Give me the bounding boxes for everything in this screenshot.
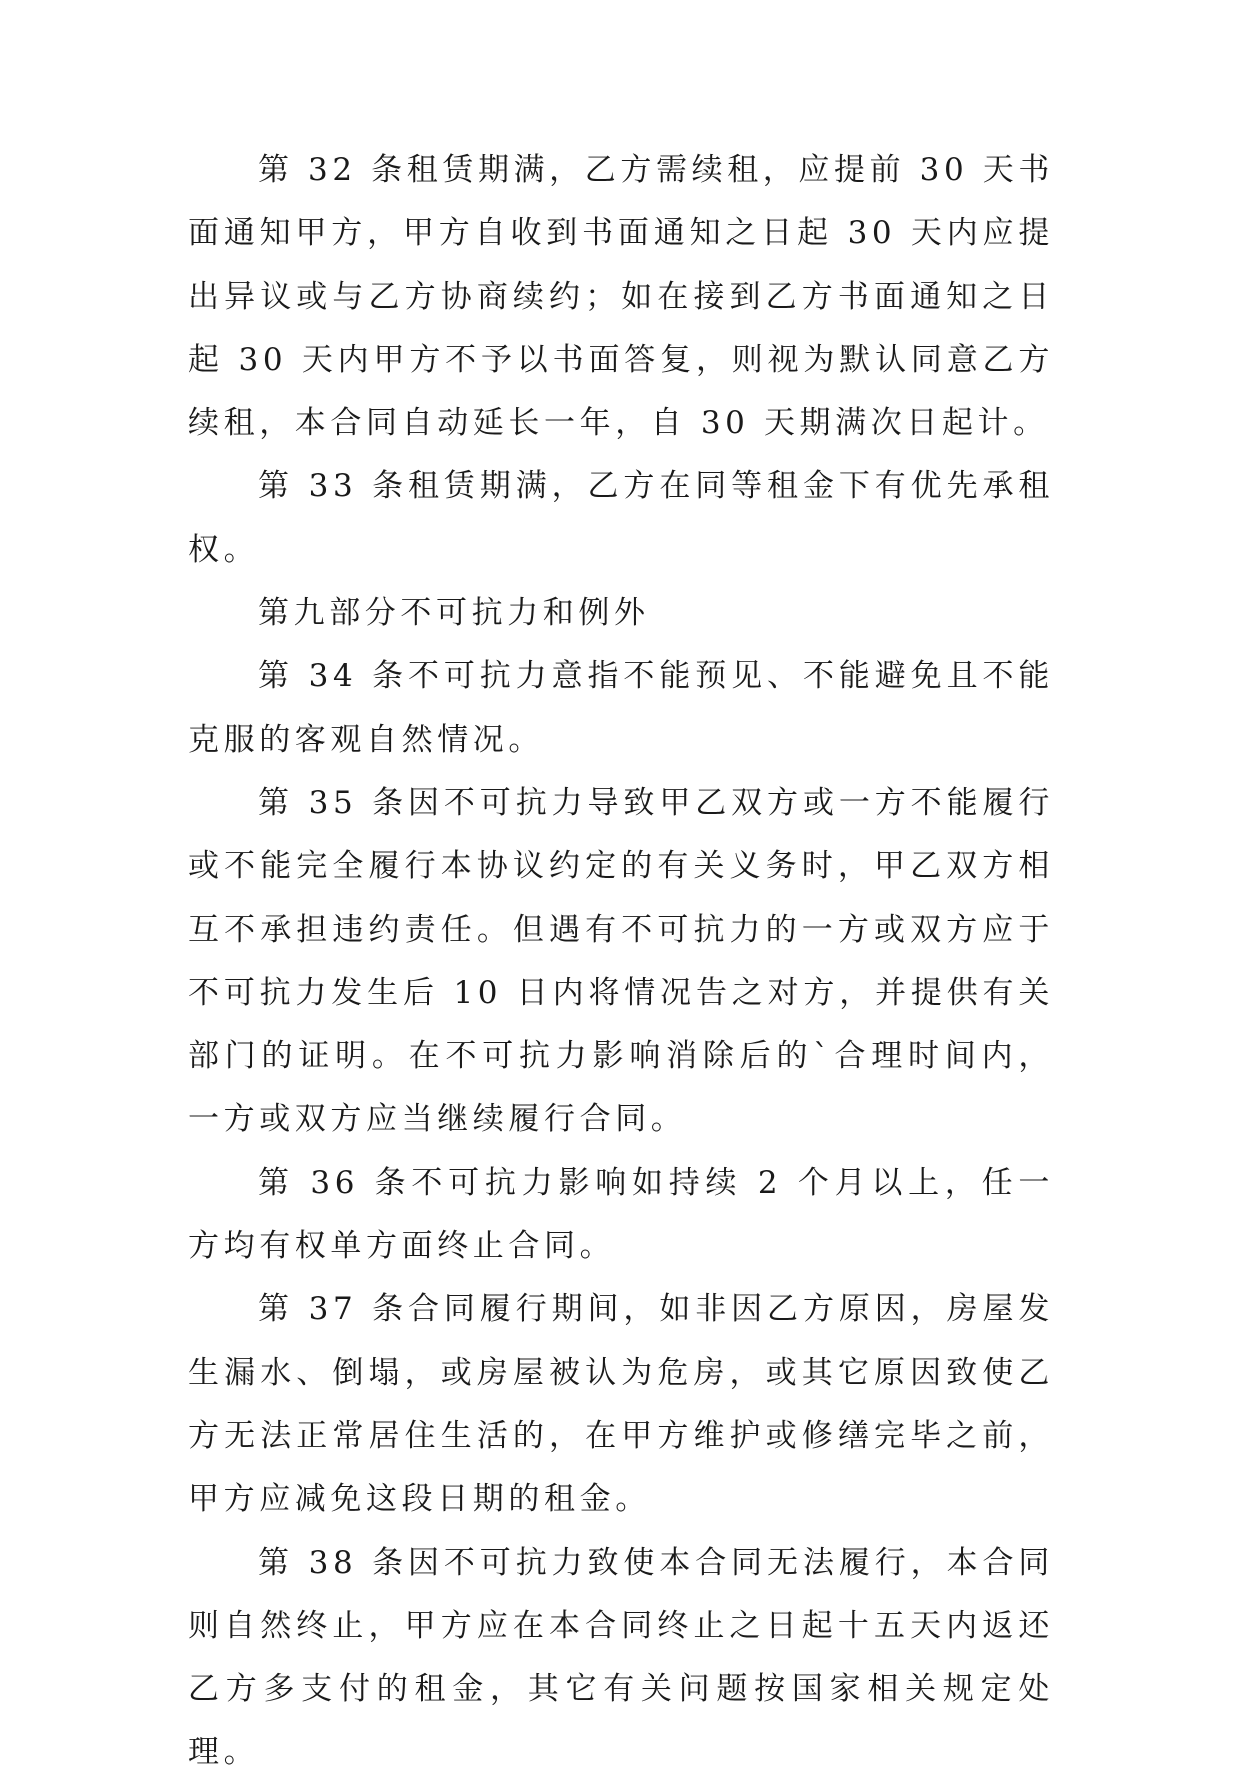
article-37-paragraph: 第 37 条合同履行期间，如非因乙方原因，房屋发生漏水、倒塌，或房屋被认为危房，或其它原因致使乙方无法正常居住生活的，在甲方维护或修缮完毕之前，甲方应减免这段日期的租金。: [188, 1291, 1054, 1518]
article-34-paragraph: 第 34 条不可抗力意指不能预见、不能避免且不能克服的客观自然情况。: [188, 658, 1054, 758]
article-35-paragraph: 第 35 条因不可抗力导致甲乙双方或一方不能履行或不能完全履行本协议约定的有关义务时，甲乙双方相互不承担违约责任。但遇有不可抗力的一方或双方应于不可抗力发生后 10 日内将情况告之对方，并提供有关部门的证明。在不可抗力影响消除后的`合理时间内，一方或双方应当继续履行合同。: [188, 784, 1054, 1138]
article-33-paragraph: 第 33 条租赁期满，乙方在同等租金下有优先承租权。: [188, 468, 1054, 568]
part-nine-heading: 第九部分不可抗力和例外: [258, 595, 650, 632]
article-38-paragraph: 第 38 条因不可抗力致使本合同无法履行，本合同则自然终止，甲方应在本合同终止之日起十五天内返还乙方多支付的租金，其它有关问题按国家相关规定处理。: [188, 1544, 1054, 1771]
article-36-paragraph: 第 36 条不可抗力影响如持续 2 个月以上，任一方均有权单方面终止合同。: [188, 1164, 1054, 1265]
article-32-paragraph: 第 32 条租赁期满，乙方需续租，应提前 30 天书面通知甲方，甲方自收到书面通知之日起 30 天内应提出异议或与乙方协商续约；如在接到乙方书面通知之日起 30 天内甲方不予以书面答复，则视为默认同意乙方续租，本合同自动延长一年，自 30 天期满次日起计。: [188, 152, 1054, 442]
document-page: [188, 139, 1054, 1785]
